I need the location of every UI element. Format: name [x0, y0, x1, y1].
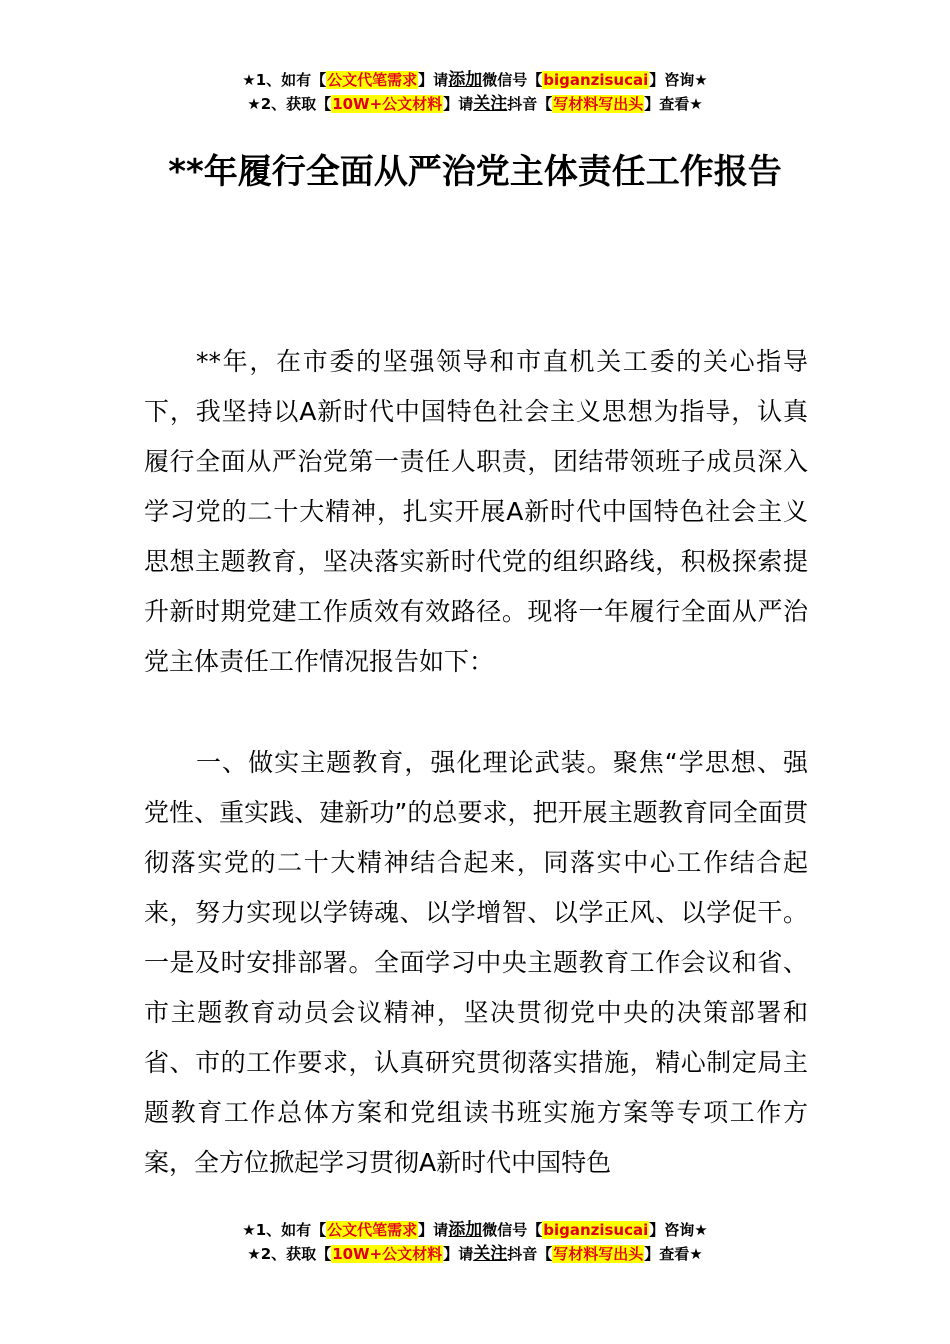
banner-highlight-wechat-id: biganzisucai: [543, 71, 649, 89]
banner-text: ★2、获取【: [247, 1245, 332, 1263]
banner-text: 微信号【: [482, 71, 543, 89]
banner-emphasis: 添加: [448, 70, 483, 90]
banner-text: 】请: [443, 95, 474, 113]
banner-emphasis: 关注: [473, 1244, 508, 1264]
banner-emphasis: 添加: [448, 1220, 483, 1240]
document-title: **年履行全面从严治党主体责任工作报告: [168, 152, 782, 192]
banner-highlight-douyin-id: 写材料写出头: [553, 95, 644, 113]
footer-banner: [0, 1218, 950, 1266]
banner-highlight-wechat-id: biganzisucai: [543, 1221, 649, 1239]
banner-text: ★1、如有【: [242, 71, 327, 89]
banner-emphasis: 关注: [473, 94, 508, 114]
body-paragraph-2: 一、做实主题教育，强化理论武装。聚焦“学思想、强党性、重实践、建新功”的总要求，把开展主题教育同全面贯彻落实党的二十大精神结合起来，同落实中心工作结合起来，努力实现以学铸魂、以学增智、以学正风、以学促干。一是及时安排部署。全面学习中央主题教育工作会议和省、市主题教育动员会议精神，坚决贯彻党中央的决策部署和省、市的工作要求，认真研究贯彻落实措施，精心制定局主题教育工作总体方案和党组读书班实施方案等专项工作方案，全方位掀起学习贯彻A新时代中国特色: [144, 748, 808, 1177]
banner-text: 】请: [418, 71, 449, 89]
banner-text: 】咨询★: [649, 71, 708, 89]
banner-text: 抖音【: [507, 1245, 553, 1263]
body-paragraph-1: **年，在市委的坚强领导和市直机关工委的关心指导下，我坚持以A新时代中国特色社会主义思想为指导，认真履行全面从严治党第一责任人职责，团结带领班子成员深入学习党的二十大精神，扎实开展A新时代中国特色社会主义思想主题教育，坚决落实新时代党的组织路线，积极探索提升新时期党建工作质效有效路径。现将一年履行全面从严治党主体责任工作情况报告如下：: [144, 347, 808, 676]
banner-text: 】咨询★: [649, 1221, 708, 1239]
banner-text: ★2、获取【: [247, 95, 332, 113]
banner-text: 】查看★: [644, 95, 703, 113]
banner-highlight: 10W+公文材料: [332, 95, 443, 113]
header-banner: [0, 68, 950, 116]
banner-line-1: [0, 1218, 950, 1242]
banner-text: ★1、如有【: [242, 1221, 327, 1239]
banner-highlight-douyin-id: 写材料写出头: [553, 1245, 644, 1263]
banner-line-2: [0, 1242, 950, 1266]
banner-text: 】请: [443, 1245, 474, 1263]
banner-line-2: [0, 92, 950, 116]
banner-text: 抖音【: [507, 95, 553, 113]
banner-text: 】查看★: [644, 1245, 703, 1263]
banner-text: 】请: [418, 1221, 449, 1239]
banner-highlight: 10W+公文材料: [332, 1245, 443, 1263]
banner-text: 微信号【: [482, 1221, 543, 1239]
banner-highlight: 公文代笔需求: [327, 71, 418, 89]
banner-highlight: 公文代笔需求: [327, 1221, 418, 1239]
banner-line-1: [0, 68, 950, 92]
